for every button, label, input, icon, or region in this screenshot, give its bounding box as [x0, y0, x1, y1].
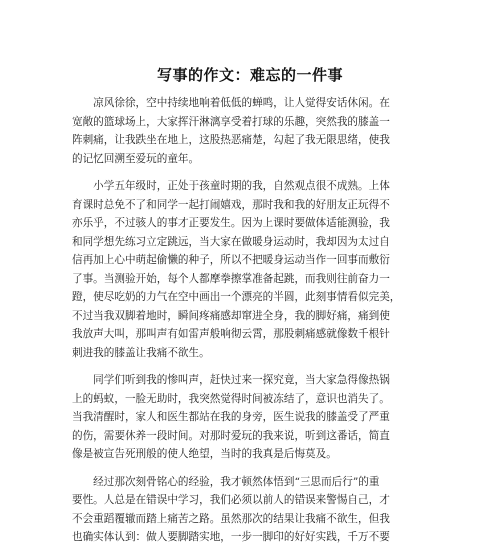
- paragraph-line: 上的蚂蚁，一脸无助时，我突然觉得时间被冻结了，意识也消失了。: [72, 392, 390, 405]
- paragraph-line: 和同学想先练习立定跳远，当大家在做暖身运动时，我却因为太过自: [72, 235, 390, 248]
- article-paragraph: [72, 94, 428, 168]
- article-paragraph: [72, 177, 428, 362]
- paragraph-line: 当我清醒时，家人和医生都站在我的身旁，医生说我的膝盖受了严重: [72, 411, 390, 423]
- paragraph-line: 凉风徐徐，空中持续地响着低低的蝉鸣，让人觉得安话休闲。在: [72, 97, 390, 109]
- paragraph-line: 要性。人总是在错误中学习，我们必须以前人的错误来警惕自己，才: [72, 494, 390, 506]
- paragraph-line: 育课时总免不了和同学一起打闹嬉戏，那时我和我的好朋友正玩得不: [72, 198, 390, 211]
- paragraph-line: 宽敞的篮球场上，大家挥汗淋漓享受着打球的乐趣，突然我的膝盖一: [72, 115, 390, 128]
- paragraph-line: 的记忆回溯至爱玩的童年。: [72, 152, 200, 165]
- paragraph-line: 我放声大叫，那叫声有如雷声般响彻云霄，那股刺痛感就像数千根针: [72, 328, 390, 340]
- paragraph-line: 蹬，使尽吃奶的力气在空中画出一个漂亮的半圆，此刻事情看似完美，: [72, 291, 401, 303]
- paragraph-line: 小学五年级时，正处于孩童时期的我，自然观点很不成熟。上体: [72, 180, 390, 192]
- article-body: [72, 94, 428, 556]
- paragraph-line: 的伤，需要休养一段时间。对那时爱玩的我来说，听到这番话，简直: [72, 429, 390, 442]
- article-title: 写事的作文：难忘的一件事: [156, 66, 343, 84]
- paragraph-line: 同学们听到我的惨叫声，赶快过来一探究竟，当大家急得像热锅: [72, 374, 390, 386]
- paragraph-line: 信再加上心中萌起偷懒的种子，所以不把暖身运动当作一回事而敷衍: [72, 254, 390, 266]
- paragraph-line: 了事。当测验开始，每个人都摩拳擦掌准备起跳，而我则往前奋力一: [72, 272, 390, 285]
- paragraph-line: 不过当我双脚着地时，瞬间疼痛感却窜进全身，我的脚好痛，痛到使: [72, 309, 390, 322]
- article-paragraph: [72, 371, 428, 464]
- paragraph-line: 像是被宣告死刑般的使人绝望，当时的我真是后悔莫及。: [72, 448, 337, 460]
- paragraph-line: 也确实体认到：做人要脚踏实地，一步一脚印的好好实践，千万不要: [72, 531, 390, 543]
- paragraph-line: 刺进我的膝盖让我痛不欲生。: [72, 346, 210, 359]
- paragraph-line: 不会重蹈覆辙而踏上痛苦之路。虽然那次的结果让我痛不欲生，但我: [72, 512, 390, 525]
- paragraph-line: 亦乐乎，不过骇人的事才正要发生。因为上课时要做体适能测验，我: [72, 217, 390, 229]
- article-paragraph: [72, 473, 428, 547]
- paragraph-line: 阵刺痛，让我跌坐在地上，这股热恶痛楚，勾起了我无限思绪，使我: [72, 134, 390, 146]
- paragraph-line: 经过那次刻骨铭心的经验，我才顿然体悟到“三思而后行”的重: [72, 475, 380, 488]
